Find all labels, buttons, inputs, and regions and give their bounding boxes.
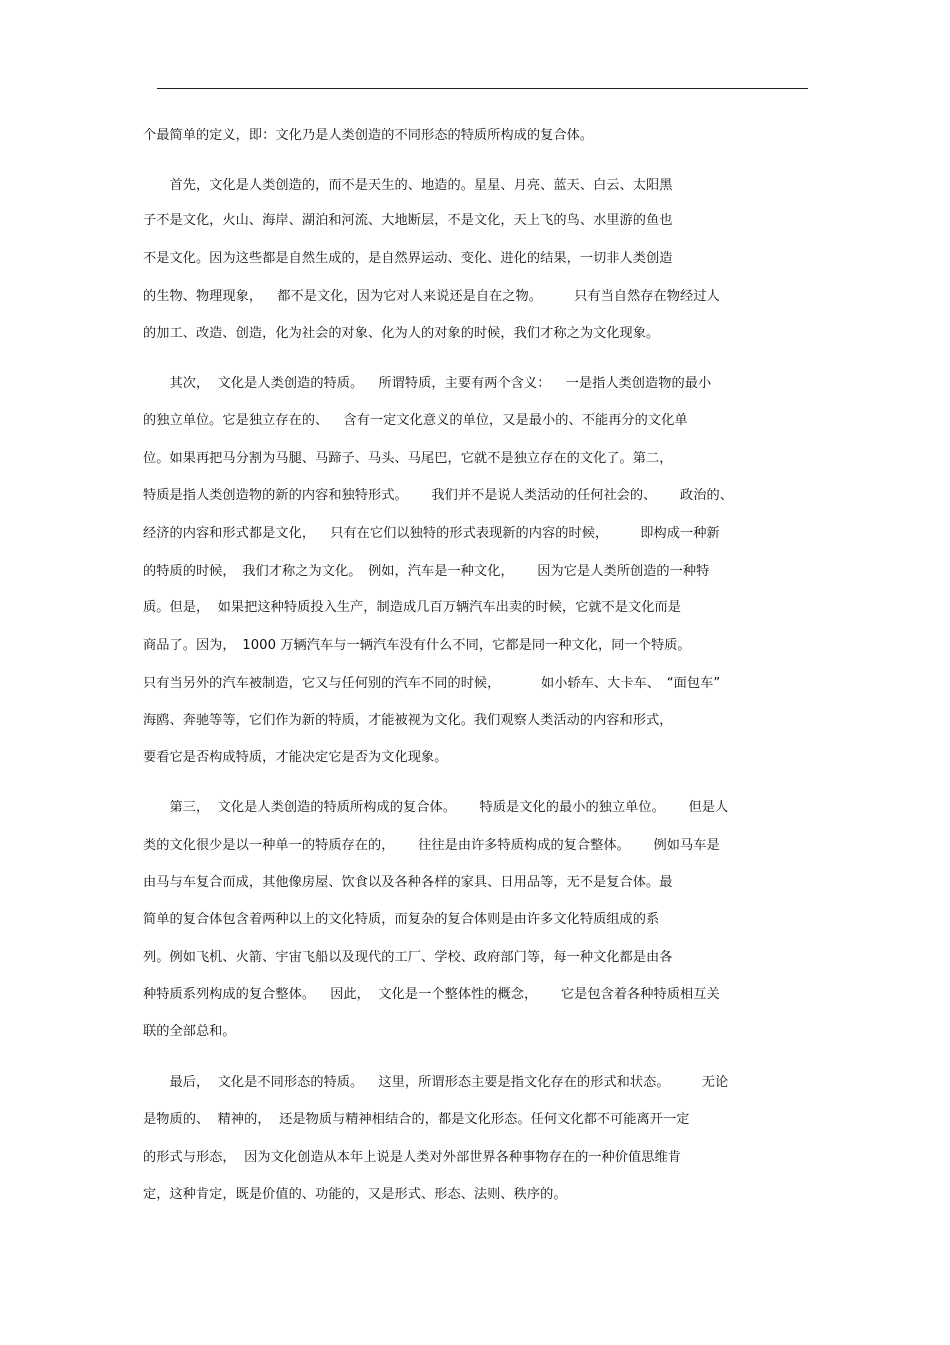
text-line: 位。如果再把马分割为马腿、马蹄子、马头、马尾巴，它就不是独立存在的文化了。第二， xyxy=(143,451,673,466)
text-line: 首先，文化是人类创造的，而不是天生的、地造的。星星、月亮、蓝天、白云、太阳黑 xyxy=(143,178,673,193)
text-line: 是物质的、 精神的， 还是物质与精神相结合的，都是文化形态。任何文化都不可能离开一定 xyxy=(143,1112,690,1127)
text-line: 要看它是否构成特质，才能决定它是否为文化现象。 xyxy=(143,750,448,765)
header-rule xyxy=(157,88,808,89)
text-line: 联的全部总和。 xyxy=(143,1024,236,1039)
text-line: 由马与车复合而成，其他像房屋、饮食以及各种各样的家具、日用品等，无不是复合体。最 xyxy=(143,875,673,890)
text-line: 其次， 文化是人类创造的特质。 所谓特质，主要有两个含义： 一是指人类创造物的最小 xyxy=(143,376,712,391)
text-line: 最后， 文化是不同形态的特质。 这里，所谓形态主要是指文化存在的形式和状态。 无论 xyxy=(143,1075,729,1090)
text-line: 简单的复合体包含着两种以上的文化特质，而复杂的复合体则是由许多文化特质组成的系 xyxy=(143,912,660,927)
text-line: 列。例如飞机、火箭、宇宙飞船以及现代的工厂、学校、政府部门等，每一种文化都是由各 xyxy=(143,950,673,965)
text-line: 的生物、物理现象， 都不是文化，因为它对人来说还是自在之物。 只有当自然存在物经过人 xyxy=(143,289,720,304)
text-line: 的加工、改造、创造，化为社会的对象、化为人的对象的时候，我们才称之为文化现象。 xyxy=(143,326,660,341)
text-line: 子不是文化，火山、海岸、湖泊和河流、大地断层，不是文化，天上飞的鸟、水里游的鱼也 xyxy=(143,213,673,228)
text-line: 种特质系列构成的复合整体。 因此， 文化是一个整体性的概念， 它是包含着各种特质相互关 xyxy=(143,987,720,1002)
text-line: 个最简单的定义，即：文化乃是人类创造的不同形态的特质所构成的复合体。 xyxy=(143,128,594,143)
text-line: 不是文化。因为这些都是自然生成的，是自然界运动、变化、进化的结果，一切非人类创造 xyxy=(143,251,673,266)
text-line: 类的文化很少是以一种单一的特质存在的， 往往是由许多特质构成的复合整体。 例如马车是 xyxy=(143,838,720,853)
text-line: 质。但是， 如果把这种特质投入生产，制造成几百万辆汽车出卖的时候，它就不是文化而是 xyxy=(143,600,681,615)
text-line: 商品了。因为， 1000 万辆汽车与一辆汽车没有什么不同，它都是同一种文化，同一个特质。 xyxy=(143,638,691,653)
text-line: 定，这种肯定，既是价值的、功能的，又是形式、形态、法则、秩序的。 xyxy=(143,1187,567,1202)
text-line: 的形式与形态， 因为文化创造从本年上说是人类对外部世界各种事物存在的一种价值思维肯 xyxy=(143,1150,681,1165)
text-line: 海鸥、奔驰等等，它们作为新的特质，才能被视为文化。我们观察人类活动的内容和形式， xyxy=(143,713,673,728)
text-line: 的独立单位。它是独立存在的、 含有一定文化意义的单位，又是最小的、不能再分的文化单 xyxy=(143,413,688,428)
text-line: 只有当另外的汽车被制造，它又与任何别的汽车不同的时候， 如小轿车、大卡车、 “面包车” xyxy=(143,676,721,691)
text-line: 的特质的时候， 我们才称之为文化。 例如，汽车是一种文化， 因为它是人类所创造的一种特 xyxy=(143,564,710,579)
text-line: 经济的内容和形式都是文化， 只有在它们以独特的形式表现新的内容的时候， 即构成一种新 xyxy=(143,526,720,541)
text-line: 第三， 文化是人类创造的特质所构成的复合体。 特质是文化的最小的独立单位。 但是人 xyxy=(143,800,729,815)
text-line: 特质是指人类创造物的新的内容和独特形式。 我们并不是说人类活动的任何社会的、 政治的、 xyxy=(143,488,733,503)
